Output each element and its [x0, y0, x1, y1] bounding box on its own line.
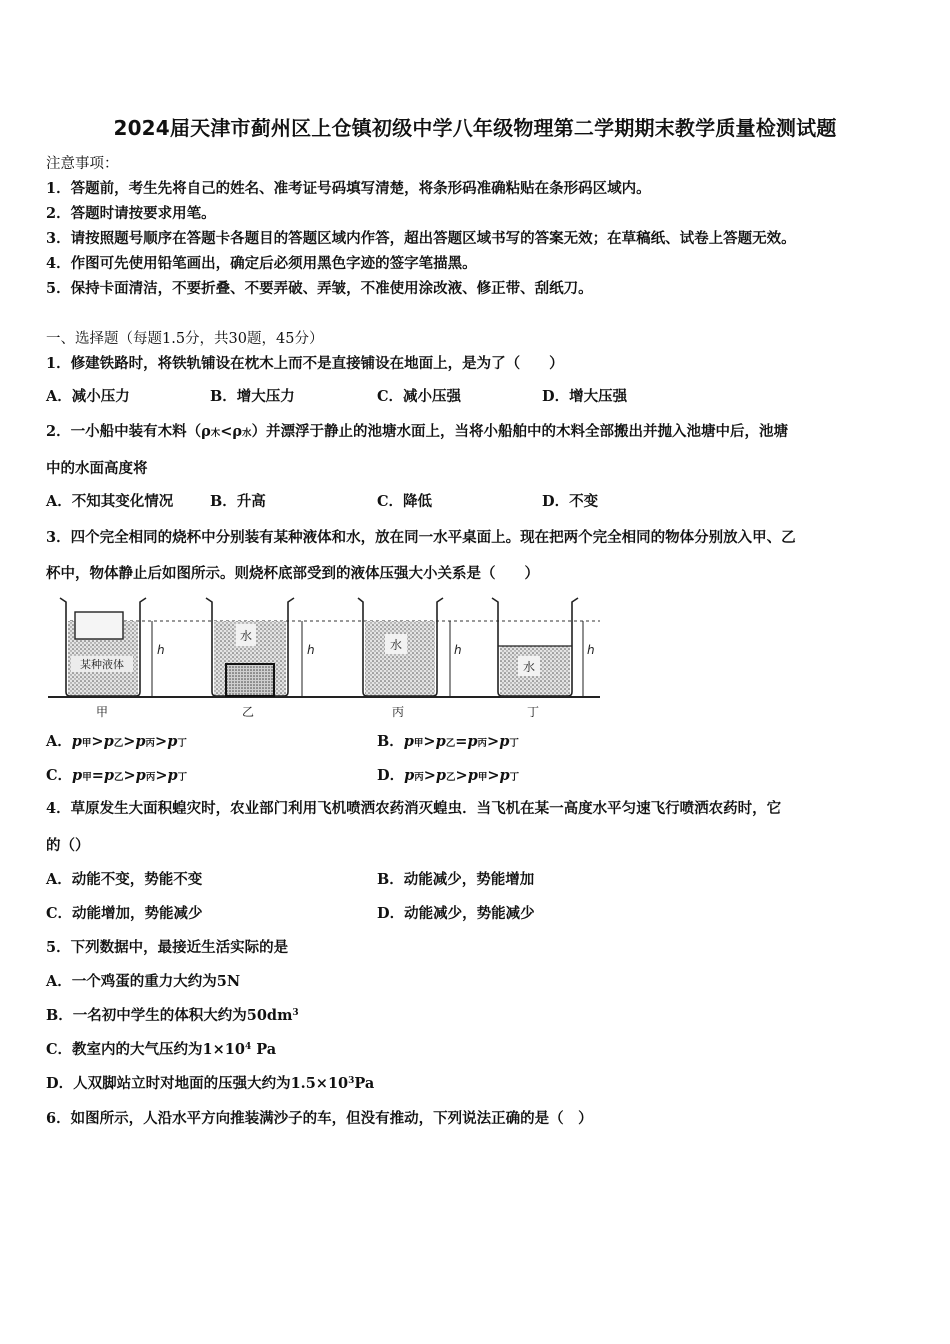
notice-item: 3．请按照题号顺序在答题卡各题目的答题区域内作答，超出答题区域书写的答案无效；在草稿纸、试卷上答题无效。: [46, 230, 796, 247]
water-label: 水: [239, 629, 253, 643]
notice-item: 4．作图可先使用铅笔画出，确定后必须用黑色字迹的签字笔描黑。: [46, 255, 477, 272]
pressure-symbol: p: [103, 733, 114, 750]
pressure-symbol: p: [499, 767, 510, 784]
beakers-figure: [40, 588, 610, 720]
relation-operator: >: [423, 733, 436, 750]
pressure-symbol: p: [435, 733, 446, 750]
question-4-option-a: A．动能不变，势能不变: [46, 871, 203, 888]
height-label: h: [587, 643, 595, 657]
relation-operator: >: [487, 733, 500, 750]
liquid-label: 某种液体: [80, 658, 124, 671]
pressure-symbol: p: [435, 767, 447, 784]
section-heading: 一、选择题（每题1.5分，共30题，45分）: [46, 331, 324, 347]
beaker-label: 丙: [391, 705, 405, 719]
question-5-option-a: A．一个鸡蛋的重力大约为5N: [46, 973, 241, 990]
pressure-subscript: 丁: [177, 738, 187, 749]
question-1-stem: 1．修建铁路时，将铁轨铺设在枕木上而不是直接铺设在地面上，是为了（ ）: [46, 355, 564, 372]
pressure-symbol: p: [103, 767, 114, 784]
question-2-option-b: B．升高: [210, 493, 266, 510]
question-3-option-b: [377, 730, 519, 751]
question-3-stem: 3．四个完全相同的烧杯中分别装有某种液体和水，放在同一水平桌面上。现在把两个完全相同的物体分别放入甲、乙: [46, 529, 796, 546]
question-4-option-d: D．动能减少，势能减少: [377, 905, 535, 922]
height-label: h: [454, 643, 462, 657]
question-2-stem-line2: 中的水面高度将: [46, 460, 148, 477]
question-4-option-c: C．动能增加，势能减少: [46, 905, 203, 922]
pressure-subscript: 甲: [82, 772, 92, 783]
question-2-stem: 2．一小船中装有木料（ρ木<ρ水）并漂浮于静止的池塘水面上，当将小船舶中的木料全部搬出并抛入池塘中后，池塘: [46, 423, 789, 440]
pressure-symbol: p: [404, 767, 415, 784]
notice-item: 1．答题前，考生先将自己的姓名、准考证号码填写清楚，将条形码准确粘贴在条形码区域内。: [46, 180, 651, 197]
pressure-subscript: 乙: [114, 772, 124, 783]
question-5-option-d: D．人双脚站立时对地面的压强大约为$1.5\times 10^3Pa$: [46, 1075, 375, 1092]
beaker-label: 丁: [526, 705, 540, 719]
pressure-symbol: p: [467, 767, 478, 784]
question-2-option-d: D．不变: [542, 493, 599, 510]
pressure-symbol: p: [499, 733, 510, 750]
question-3-option-d: [377, 764, 519, 785]
pressure-subscript: 丙: [477, 738, 488, 749]
question-4-stem-line2: 的（）: [46, 837, 90, 854]
pressure-symbol: p: [72, 767, 83, 784]
pressure-subscript: 乙: [113, 738, 124, 749]
question-3-stem-line2: 杯中，物体静止后如图所示。则烧杯底部受到的液体压强大小关系是（ ）: [46, 565, 539, 582]
beaker-jia: [60, 598, 146, 696]
option-letter: B．: [377, 733, 404, 750]
pressure-subscript: 丙: [414, 772, 424, 783]
relation-operator: =: [91, 767, 104, 784]
beaker-bing: [358, 598, 443, 696]
question-1-option-d: D．增大压强: [542, 388, 628, 405]
pressure-subscript: 乙: [446, 772, 456, 783]
question-5-stem: 5．下列数据中，最接近生活实际的是: [46, 939, 289, 956]
page-title: 2024届天津市蓟州区上仓镇初级中学八年级物理第二学期期末教学质量检测试题: [113, 116, 837, 140]
relation-operator: >: [123, 767, 136, 784]
water-label: 水: [522, 660, 536, 674]
question-6-stem: 6．如图所示，人沿水平方向推装满沙子的车，但没有推动，下列说法正确的是（ ）: [46, 1110, 593, 1127]
pressure-symbol: p: [167, 767, 178, 784]
question-2-option-c: C．降低: [377, 493, 433, 510]
pressure-symbol: p: [403, 733, 414, 750]
relation-operator: >: [423, 767, 436, 784]
pressure-symbol: p: [135, 767, 146, 784]
option-letter: A．: [46, 733, 72, 750]
pressure-symbol: p: [135, 733, 146, 750]
question-1-option-a: A．减小压力: [46, 388, 130, 405]
notice-item: 5．保持卡面清洁，不要折叠、不要弄破、弄皱，不准使用涂改液、修正带、刮纸刀。: [46, 280, 593, 297]
relation-operator: =: [455, 733, 468, 750]
pressure-subscript: 甲: [413, 738, 424, 749]
relation-operator: >: [487, 767, 500, 784]
relation-operator: >: [155, 733, 168, 750]
beaker-yi: [206, 598, 294, 696]
pressure-subscript: 丁: [509, 738, 519, 749]
pressure-symbol: p: [167, 733, 178, 750]
question-3-option-a: [46, 730, 187, 751]
beaker-label: 甲: [95, 705, 109, 719]
relation-operator: >: [155, 767, 168, 784]
option-letter: D．: [377, 767, 405, 784]
question-5-option-c: C．教室内的大气压约为$1\times 10^4$ Pa: [46, 1041, 277, 1058]
notice-heading: 注意事项：: [46, 156, 119, 172]
water-label: 水: [389, 638, 403, 652]
option-letter: C．: [46, 767, 73, 784]
pressure-subscript: 丙: [145, 738, 156, 749]
relation-operator: >: [91, 733, 104, 750]
question-4-stem: 4．草原发生大面积蝗灾时，农业部门利用飞机喷洒农药消灭蝗虫．当飞机在某一高度水平匀速飞行喷洒农药时，它: [46, 800, 782, 817]
notice-item: 2．答题时请按要求用笔。: [46, 205, 216, 222]
height-label: h: [307, 643, 315, 657]
question-4-option-b: B．动能减少，势能增加: [377, 871, 535, 888]
question-2-option-a: A．不知其变化情况: [46, 493, 174, 510]
pressure-subscript: 丁: [509, 772, 520, 783]
relation-operator: >: [455, 767, 468, 784]
height-label: h: [157, 643, 165, 657]
pressure-symbol: p: [71, 733, 82, 750]
pressure-subscript: 乙: [445, 738, 456, 749]
pressure-subscript: 丙: [145, 772, 156, 783]
pressure-subscript: 甲: [81, 738, 92, 749]
pressure-subscript: 丁: [177, 772, 188, 783]
pressure-symbol: p: [467, 733, 478, 750]
question-5-option-b: B．一名初中学生的体积大约为$50dm^3$: [46, 1007, 299, 1024]
relation-operator: >: [123, 733, 136, 750]
question-1-option-b: B．增大压力: [210, 388, 295, 405]
question-3-option-c: [46, 764, 187, 785]
beaker-label: 乙: [241, 705, 255, 719]
pressure-subscript: 甲: [477, 772, 488, 783]
beaker-ding: [492, 598, 578, 696]
question-1-option-c: C．减小压强: [377, 388, 462, 405]
